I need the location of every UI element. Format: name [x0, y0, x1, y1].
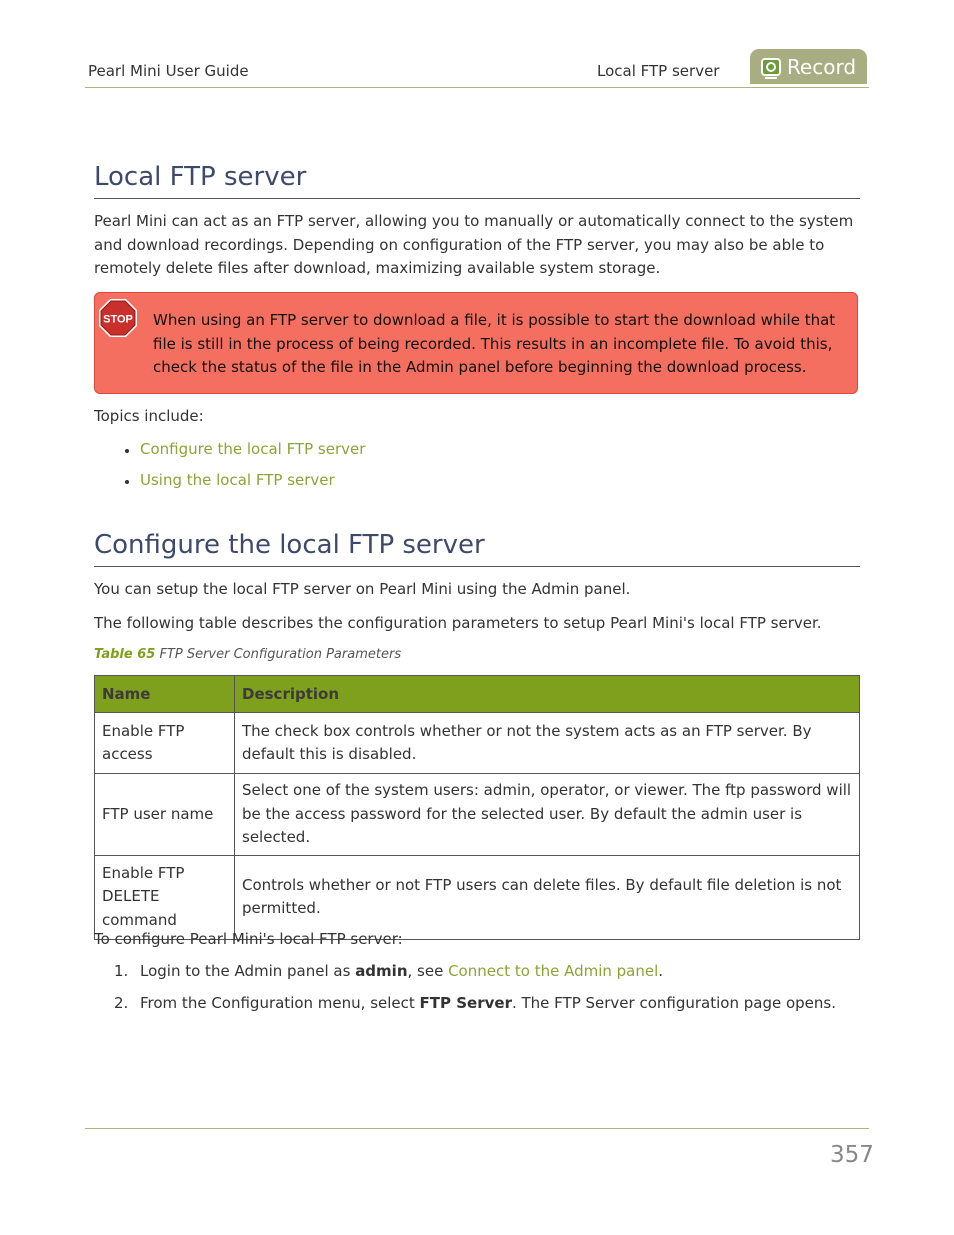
page-title: Local FTP server	[94, 162, 307, 192]
step-text: , see	[407, 962, 449, 980]
topic-link-configure[interactable]: Configure the local FTP server	[140, 440, 366, 458]
step-number: 2.	[114, 994, 129, 1012]
section-title: Configure the local FTP server	[94, 530, 485, 560]
table-caption-label: Table 65	[94, 647, 156, 662]
table-cell-name: FTP user name	[95, 774, 235, 856]
stop-sign-icon	[98, 298, 138, 338]
table-row	[95, 713, 860, 774]
step-bold-text: FTP Server	[419, 994, 512, 1012]
guide-title: Pearl Mini User Guide	[88, 62, 249, 80]
section-local-ftp	[94, 162, 860, 281]
table-cell-description: The check box controls whether or not the system acts as an FTP server. By default this is disabled.	[235, 713, 860, 774]
table-cell-description: Controls whether or not FTP users can delete files. By default file deletion is not permitted.	[235, 855, 860, 939]
step-bold-text: admin	[355, 962, 408, 980]
ftp-params-table	[94, 675, 860, 940]
footer-divider	[85, 1128, 869, 1129]
section-configure	[94, 530, 860, 635]
steps-intro: To configure Pearl Mini's local FTP server:	[94, 930, 403, 948]
configure-paragraph-2: The following table describes the configuration parameters to setup Pearl Mini's local FTP server.	[94, 613, 822, 632]
warning-text: When using an FTP server to download a file, it is possible to start the download while that file is still in the process of being recorded. This results in an incomplete file. To avoid this, check the status of the file in the Admin panel before beginning the download process.	[153, 311, 836, 376]
title-rule	[94, 198, 860, 199]
list-item	[94, 962, 836, 994]
record-icon	[761, 58, 781, 76]
record-badge-label: Record	[786, 54, 857, 79]
stop-sign-text: STOP	[103, 313, 133, 326]
step-text: Login to the Admin panel as	[140, 962, 356, 980]
admin-panel-link[interactable]: Connect to the Admin panel	[448, 962, 659, 980]
page-number: 357	[830, 1142, 874, 1168]
header-divider	[85, 87, 869, 88]
table-cell-name: Enable FTP access	[95, 713, 235, 774]
table-header-row	[95, 676, 860, 713]
configure-paragraph-1: You can setup the local FTP server on Pearl Mini using the Admin panel.	[94, 580, 631, 598]
table-caption-text: FTP Server Configuration Parameters	[159, 647, 402, 662]
topic-link-using[interactable]: Using the local FTP server	[140, 471, 335, 489]
step-text: .	[658, 962, 664, 980]
topics-label: Topics include:	[94, 407, 204, 425]
step-text: From the Configuration menu, select	[140, 994, 420, 1012]
column-header-name: Name	[95, 676, 235, 713]
step-text: . The FTP Server configuration page opens.	[511, 994, 836, 1012]
section-rule	[94, 566, 860, 567]
list-item	[94, 994, 836, 1026]
record-badge	[750, 49, 867, 84]
table-cell-description: Select one of the system users: admin, operator, or viewer. The ftp password will be the access password for the selected user. By default the admin user is selected.	[235, 774, 860, 856]
section-name: Local FTP server	[597, 62, 720, 80]
table-cell-name: Enable FTP DELETE command	[95, 855, 235, 939]
topics-list	[122, 440, 365, 502]
column-header-description: Description	[235, 676, 860, 713]
table-row	[95, 855, 860, 939]
table-caption	[94, 647, 401, 662]
step-number: 1.	[114, 962, 129, 980]
list-item	[122, 440, 365, 471]
steps-list	[94, 962, 836, 1026]
table-row	[95, 774, 860, 856]
intro-paragraph: Pearl Mini can act as an FTP server, allowing you to manually or automatically connect to the system and download recordings. Depending on configuration of the FTP server, you may also be able to remotely delete files after download, maximizing available system storage.	[94, 212, 854, 277]
list-item	[122, 471, 365, 502]
